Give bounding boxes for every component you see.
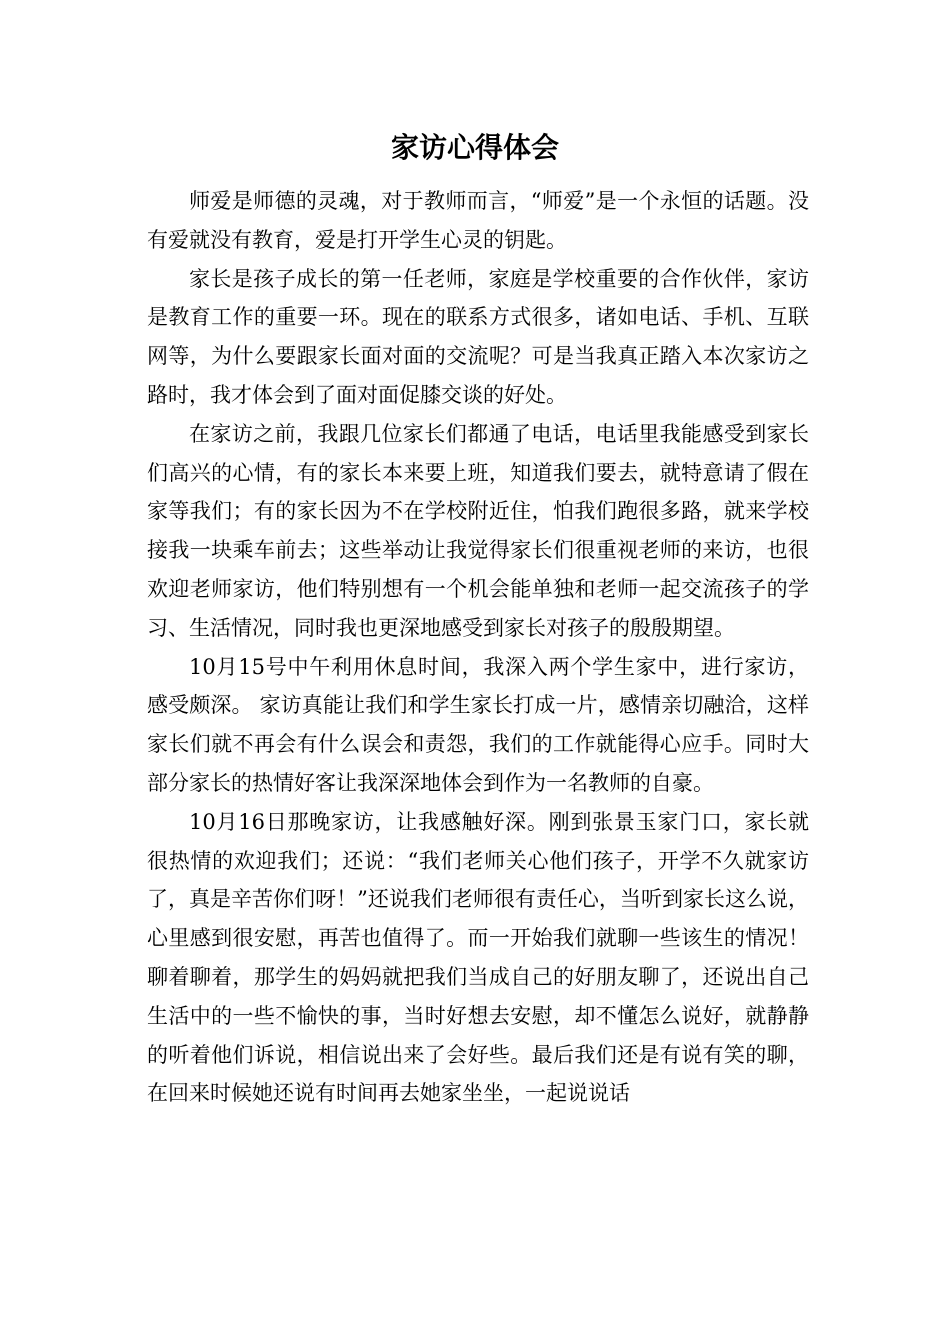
paragraph-4: 10月15号中午利用休息时间，我深入两个学生家中，进行家访，感受颇深。 家访真能让我们和学生家长打成一片，感情亲切融洽，这样家长们就不再会有什么误会和责怨，我们的工作就能得心应手。同时大部分家长的热情好客让我深深地体会到作为一名教师的自豪。 — [147, 654, 809, 795]
paragraph-3: 在家访之前，我跟几位家长们都通了电话，电话里我能感受到家长们高兴的心情，有的家长本来要上班，知道我们要去，就特意请了假在家等我们；有的家长因为不在学校附近住，怕我们跑很多路，就来学校接我一块乘车前去；这些举动让我觉得家长们很重视老师的来访，也很欢迎老师家访，他们特别想有一个机会能单独和老师一起交流孩子的学习、生活情况，同时我也更深地感受到家长对孩子的殷殷期望。 — [147, 421, 809, 640]
paragraph-1: 师爱是师德的灵魂，对于教师而言，“师爱”是一个永恒的话题。没有爱就没有教育，爱是打开学生心灵的钥匙。 — [147, 189, 809, 252]
paragraph-2: 家长是孩子成长的第一任老师，家庭是学校重要的合作伙伴，家访是教育工作的重要一环。现在的联系方式很多，诸如电话、手机、互联网等，为什么要跟家长面对面的交流呢？可是当我真正踏入本次家访之路时，我才体会到了面对面促膝交谈的好处。 — [147, 266, 809, 407]
document-body — [147, 182, 809, 1113]
document-title: 家访心得体会 — [390, 131, 559, 164]
paragraph-5: 10月16日那晚家访，让我感触好深。刚到张景玉家门口，家长就很热情的欢迎我们；还说：“我们老师关心他们孩子，开学不久就家访了，真是辛苦你们呀！”还说我们老师很有责任心，当听到家长这么说，心里感到很安慰，再苦也值得了。而一开始我们就聊一些该生的情况！聊着聊着，那学生的妈妈就把我们当成自己的好朋友聊了，还说出自己生活中的一些不愉快的事，当时好想去安慰，却不懂怎么说好，就静静的听着他们诉说，相信说出来了会好些。最后我们还是有说有笑的聊，在回来时候她还说有时间再去她家坐坐，一起说说话 — [147, 809, 809, 1106]
